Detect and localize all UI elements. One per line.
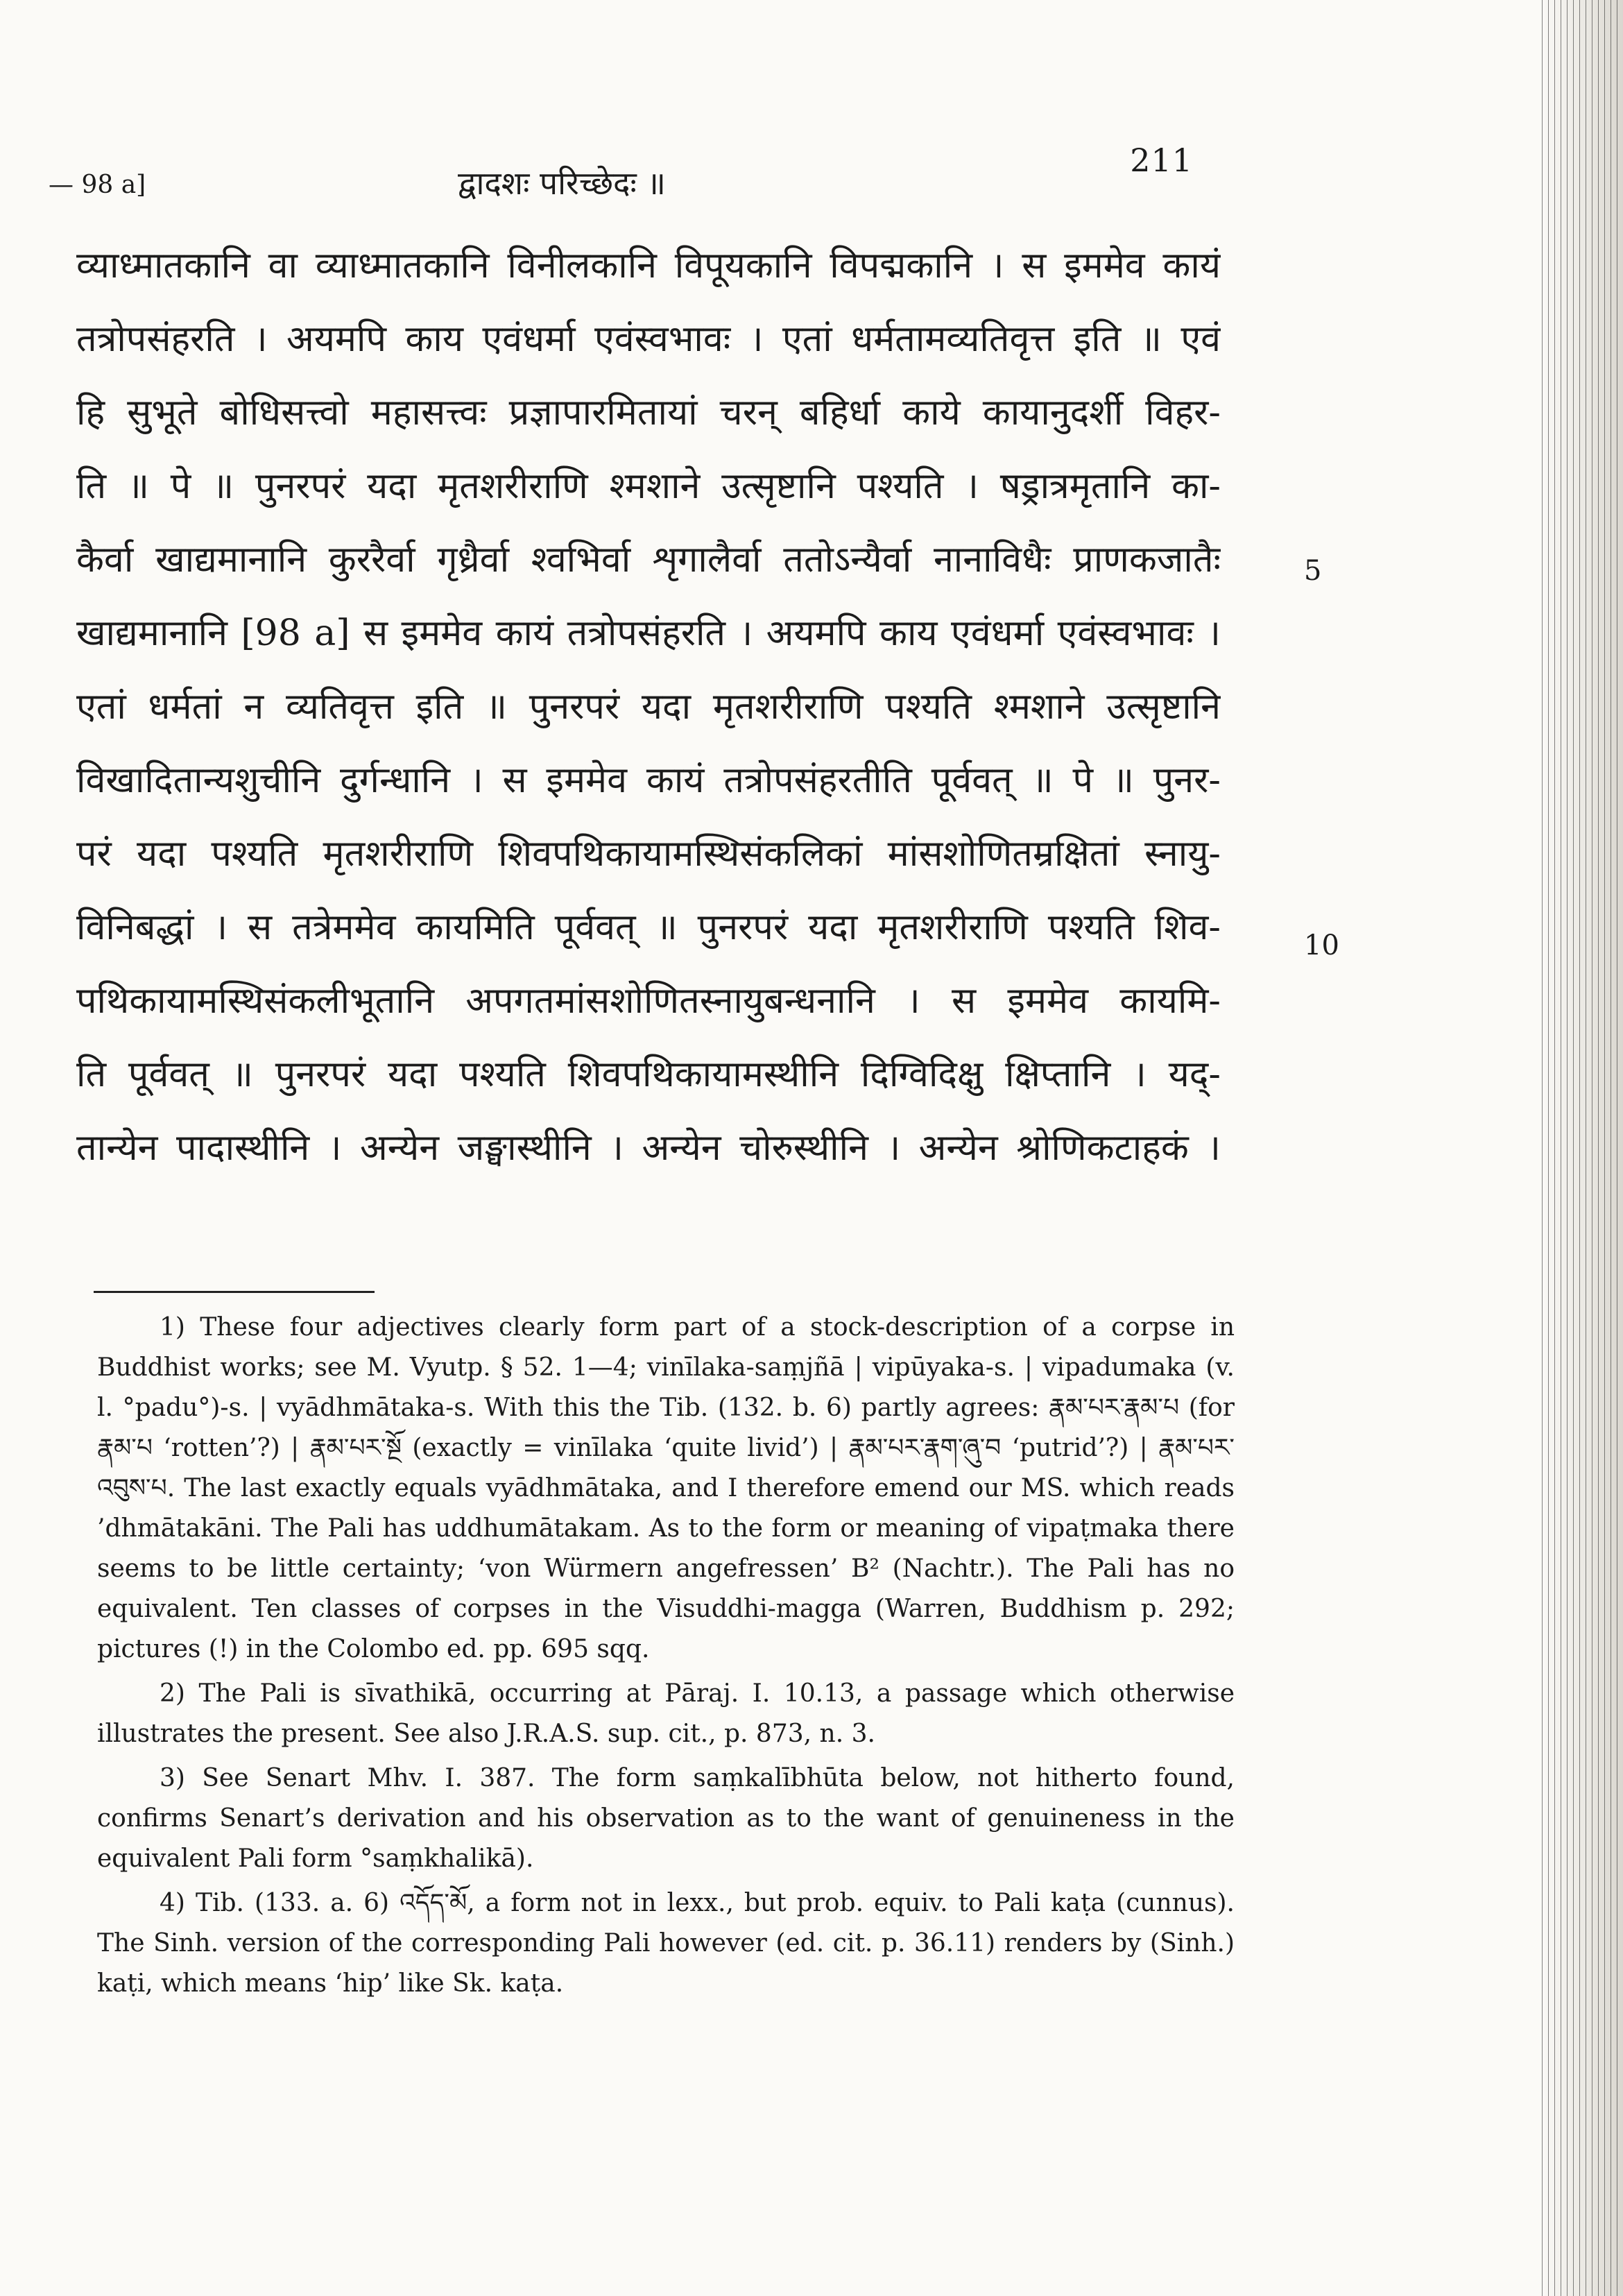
text-line: तान्येन पादास्थीनि । अन्येन जङ्घास्थीनि । अन्येन चोरुस्थीनि । अन्येन श्रोणिकटाहकं । (76, 1127, 1221, 1169)
footnote-2: 2) The Pali is sīvathikā, occurring at Pāraj. I. 10.13, a passage which otherwise illustrates the present. See also J.R.A.S. sup. cit., p. 873, n. 3. (97, 1679, 1235, 1748)
text-line: कैर्वा खाद्यमानानि कुररैर्वा गृध्रैर्वा श्वभिर्वा शृगालैर्वा ततोऽन्यैर्वा नानाविधैः प्राणकजातैः (76, 539, 1221, 581)
text-line: तत्रोपसंहरति । अयमपि काय एवंधर्मा एवंस्वभावः । एतां धर्मतामव्यतिवृत्त इति ॥ एवं (76, 318, 1221, 360)
book-spine-edge (1540, 0, 1623, 2296)
footnote-3: 3) See Senart Mhv. I. 387. The form saṃkalībhūta below, not hitherto found, confirms Senart’s derivation and his observation as to the want of genuineness in the equivalent Pali form °saṃkhalikā). (97, 1764, 1235, 1873)
text-line: ति पूर्ववत् ॥ पुनरपरं यदा पश्यति शिवपथिकायामस्थीनि दिग्विदिक्षु क्षिप्तानि । यद्- (76, 1054, 1221, 1095)
text-line: हि सुभूते बोधिसत्त्वो महासत्त्वः प्रज्ञापारमितायां चरन् बहिर्धा काये कायानुदर्शी विहर- (76, 392, 1221, 434)
footnote-1: 1) These four adjectives clearly form part of a stock-description of a corpse in Buddhist works; see M. Vyutp. § 52. 1—4; vinīlaka-saṃjñā | vipūyaka-s. | vipadumaka (v. l. °padu°)-s. | vyādhmātaka-s. With this the Tib. (132. b. 6) partly agrees: རྣམ་པར་རྣམ་པ (for རྣམ་པ ‘rotten’?) | རྣམ་པར་སྔོ (exactly = vinīlaka ‘quite livid’) | རྣམ་པར་རྣག་ཞུ་བ ‘putrid’?) | རྣམ་པར་འབུས་པ. The last exactly equals vyādhmātaka, and I therefore emend our MS. which reads ’dhmātakāni. The Pali has uddhumātakam. As to the form or meaning of vipaṭmaka there seems to be little certainty; ‘von Würmern angefressen’ B² (Nachtr.). The Pali has no equivalent. Ten classes of corpses in the Visuddhi-magga (Warren, Buddhism p. 292; pictures (!) in the Colombo ed. pp. 695 sqq. (97, 1313, 1235, 1663)
folio-reference: — 98 a] (49, 171, 146, 199)
page-header (49, 142, 1193, 209)
text-line: विखादितान्यशुचीनि दुर्गन्धानि । स इममेव कायं तत्रोपसंहरतीति पूर्ववत् ॥ पे ॥ पुनर- (76, 760, 1221, 801)
line-number-10: 10 (1304, 929, 1339, 961)
page-number: 211 (1130, 142, 1193, 179)
text-line: ति ॥ पे ॥ पुनरपरं यदा मृतशरीराणि श्मशाने उत्सृष्टानि पश्यति । षड्रात्रमृतानि का- (76, 465, 1221, 507)
main-sanskrit-text (76, 229, 1339, 1185)
running-title: द्वादशः परिच्छेदः ॥ (458, 164, 666, 202)
text-line: परं यदा पश्यति मृतशरीराणि शिवपथिकायामस्थिसंकलिकां मांसशोणितम्रक्षितां स्नायु- (76, 833, 1221, 875)
text-line: पथिकायामस्थिसंकलीभूतानि अपगतमांसशोणितस्नायुबन्धनानि । स इममेव कायमि- (76, 980, 1221, 1022)
text-line: विनिबद्धां । स तत्रेममेव कायमिति पूर्ववत् ॥ पुनरपरं यदा मृतशरीराणि पश्यति शिव- (76, 907, 1221, 948)
footnotes (97, 1308, 1235, 2008)
text-line: एतां धर्मतां न व्यतिवृत्त इति ॥ पुनरपरं यदा मृतशरीराणि पश्यति श्मशाने उत्सृष्टानि (76, 686, 1221, 728)
text-line: खाद्यमानानि [98 a] स इममेव कायं तत्रोपसंहरति । अयमपि काय एवंधर्मा एवंस्वभावः । (76, 612, 1221, 654)
footnote-4: 4) Tib. (133. a. 6) འདོད་མོ, a form not in lexx., but prob. equiv. to Pali kaṭa (cunnus). The Sinh. version of the corresponding Pali however (ed. cit. p. 36.11) renders by (Sinh.) kaṭi, which means ‘hip’ like Sk. kaṭa. (97, 1889, 1235, 1998)
line-number-5: 5 (1304, 555, 1322, 587)
footnote-rule (94, 1291, 375, 1293)
text-line: व्याध्मातकानि वा व्याध्मातकानि विनीलकानि विपूयकानि विपद्मकानि । स इममेव कायं (76, 245, 1221, 286)
